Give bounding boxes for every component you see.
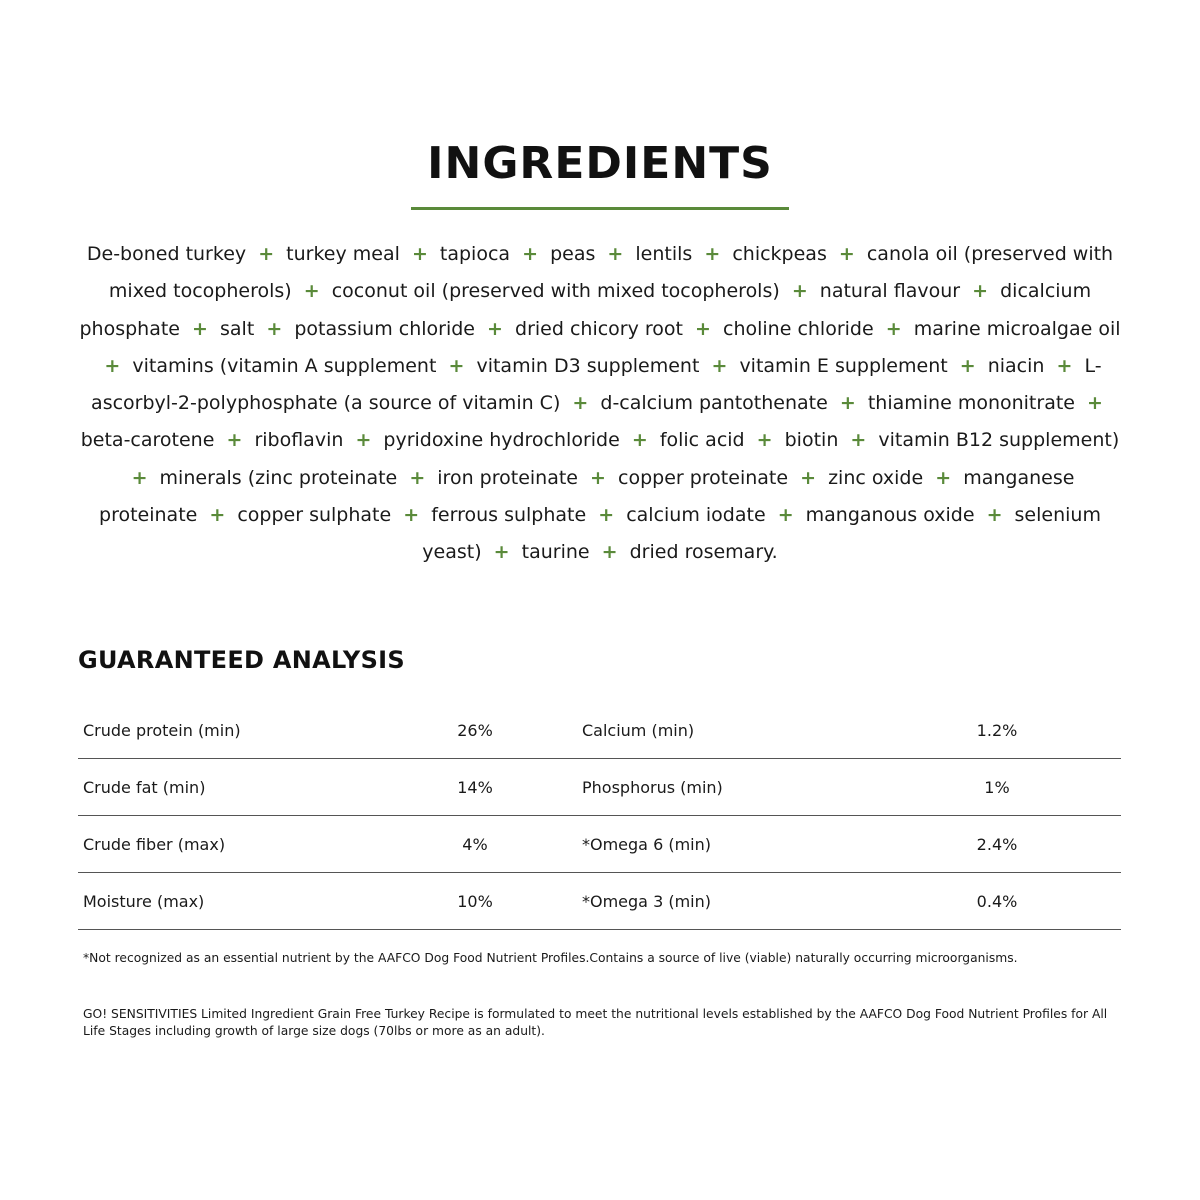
ingredient-item: calcium iodate	[626, 504, 766, 527]
nutrient-name: *Omega 3 (min)	[582, 892, 711, 911]
ingredient-item: lentils	[635, 243, 693, 265]
ingredient-item: manganous oxide	[805, 504, 975, 527]
plus-separator-icon: +	[800, 466, 817, 489]
nutrient-name: Crude fiber (max)	[83, 835, 226, 854]
ingredient-item: ferrous sulphate	[431, 504, 587, 527]
ingredient-item: thiamine mononitrate	[867, 392, 1075, 415]
table-row	[78, 759, 1121, 816]
plus-separator-icon: +	[226, 429, 243, 452]
ingredient-item: taurine	[521, 541, 590, 564]
nutrient-name: Phosphorus (min)	[582, 778, 723, 797]
plus-separator-icon: +	[959, 354, 976, 377]
plus-separator-icon: +	[493, 541, 510, 564]
nutrient-name: Crude fat (min)	[83, 778, 206, 797]
plus-separator-icon: +	[448, 354, 465, 377]
nutrient-value: 1.2%	[976, 721, 1018, 740]
ingredient-item: De-boned turkey	[86, 243, 247, 265]
plus-separator-icon: +	[131, 466, 148, 489]
plus-separator-icon: +	[572, 392, 589, 415]
ingredient-item: copper proteinate	[618, 466, 789, 489]
ingredient-item: zinc oxide	[828, 466, 924, 489]
nutrient-value: 2.4%	[976, 835, 1018, 854]
ingredient-item: marine microalgae oil	[913, 317, 1121, 340]
plus-separator-icon: +	[303, 280, 320, 303]
plus-separator-icon: +	[355, 429, 372, 452]
plus-separator-icon: +	[972, 280, 989, 303]
nutrient-name: Calcium (min)	[582, 721, 695, 740]
nutrient-value: 4%	[462, 835, 488, 854]
ingredient-item: vitamin E supplement	[739, 354, 948, 377]
plus-separator-icon: +	[590, 466, 606, 489]
ingredient-item: dicalcium phosphate	[79, 280, 1092, 340]
plus-separator-icon: +	[711, 354, 728, 377]
plus-separator-icon: +	[838, 243, 855, 265]
ingredient-item: tapioca	[439, 243, 511, 265]
plus-separator-icon: +	[411, 243, 428, 265]
plus-separator-icon: +	[791, 280, 808, 303]
ingredient-item: vitamin B12 supplement)	[878, 429, 1120, 452]
plus-separator-icon: +	[598, 504, 615, 527]
ingredient-item: iron proteinate	[437, 466, 578, 489]
ingredients-title: INGREDIENTS	[427, 138, 773, 189]
ingredient-item: minerals (zinc proteinate	[159, 466, 398, 489]
ingredient-item: pyridoxine hydrochloride	[383, 429, 620, 452]
ingredient-item: selenium yeast)	[422, 504, 1101, 564]
table-row	[78, 816, 1121, 873]
plus-separator-icon: +	[704, 243, 721, 265]
ingredient-item: vitamin D3 supplement	[476, 354, 700, 377]
aafco-statement: GO! SENSITIVITIES Limited Ingredient Grain Free Turkey Recipe is formulated to meet the nutritional levels established by the AAFCO Dog Food Nutrient Profiles for All Life Stages including growth of large size dogs (70lbs or more as an adult).	[83, 1007, 1108, 1038]
ingredient-item: peas	[550, 243, 596, 265]
ingredients-title-underline	[411, 207, 789, 210]
ingredient-item: folic acid	[659, 429, 745, 452]
plus-separator-icon: +	[104, 354, 121, 377]
plus-separator-icon: +	[777, 504, 794, 527]
plus-separator-icon: +	[839, 392, 856, 415]
plus-separator-icon: +	[885, 317, 902, 340]
nutrient-name: *Omega 6 (min)	[582, 835, 711, 854]
ingredient-item: natural flavour	[819, 280, 961, 303]
ingredient-item: L-ascorbyl-2-polyphosphate (a source of vitamin C)	[91, 354, 1102, 415]
table-row	[78, 702, 1121, 759]
nutrient-name: Moisture (max)	[83, 892, 205, 911]
plus-separator-icon: +	[266, 317, 283, 340]
ingredient-item: salt	[220, 317, 255, 340]
ingredient-item: turkey meal	[286, 243, 400, 265]
ingredient-item: biotin	[784, 429, 839, 452]
plus-separator-icon: +	[209, 504, 226, 527]
ingredient-item: dried chicory root	[515, 317, 683, 340]
ingredient-item: coconut oil (preserved with mixed tocopherols)	[331, 280, 780, 303]
plus-separator-icon: +	[1087, 392, 1103, 415]
guaranteed-analysis-title: GUARANTEED ANALYSIS	[78, 646, 405, 674]
ingredient-item: canola oil (preserved with mixed tocopherols)	[108, 243, 1114, 303]
plus-separator-icon: +	[258, 243, 275, 265]
plus-separator-icon: +	[192, 317, 208, 340]
plus-separator-icon: +	[1056, 354, 1073, 377]
plus-separator-icon: +	[850, 429, 867, 452]
nutrient-value: 10%	[457, 892, 493, 911]
ingredient-item: copper sulphate	[237, 504, 392, 527]
ingredient-item: choline chloride	[723, 317, 874, 340]
plus-separator-icon: +	[487, 317, 503, 340]
ingredient-item: beta-carotene	[80, 429, 215, 452]
nutrient-value: 1%	[984, 778, 1010, 797]
nutrient-value: 0.4%	[976, 892, 1018, 911]
ingredient-item: potassium chloride	[294, 317, 475, 340]
plus-separator-icon: +	[986, 504, 1003, 527]
plus-separator-icon: +	[695, 317, 711, 340]
nutrient-value: 14%	[457, 778, 493, 797]
nutrient-name: Crude protein (min)	[83, 721, 241, 740]
plus-separator-icon: +	[935, 466, 952, 489]
plus-separator-icon: +	[756, 429, 773, 452]
guaranteed-analysis-table	[78, 702, 1121, 930]
ingredient-item: d-calcium pantothenate	[600, 392, 828, 415]
table-row	[78, 873, 1121, 930]
plus-separator-icon: +	[601, 541, 618, 564]
ingredient-item: dried rosemary.	[629, 541, 778, 564]
plus-separator-icon: +	[607, 243, 624, 265]
ingredient-item: niacin	[987, 354, 1045, 377]
nutrient-value: 26%	[457, 721, 493, 740]
ingredient-item: vitamins (vitamin A supplement	[132, 354, 437, 377]
ingredient-item: manganese proteinate	[99, 466, 1075, 527]
plus-separator-icon: +	[403, 504, 420, 527]
ingredients-list	[74, 236, 1126, 572]
plus-separator-icon: +	[522, 243, 539, 265]
plus-separator-icon: +	[409, 466, 426, 489]
footnote: *Not recognized as an essential nutrient by the AAFCO Dog Food Nutrient Profiles.Contains a source of live (viable) naturally occurring microorganisms.	[83, 951, 1018, 965]
plus-separator-icon: +	[631, 429, 648, 452]
ingredient-item: chickpeas	[732, 243, 827, 265]
ingredient-item: riboflavin	[254, 429, 344, 452]
